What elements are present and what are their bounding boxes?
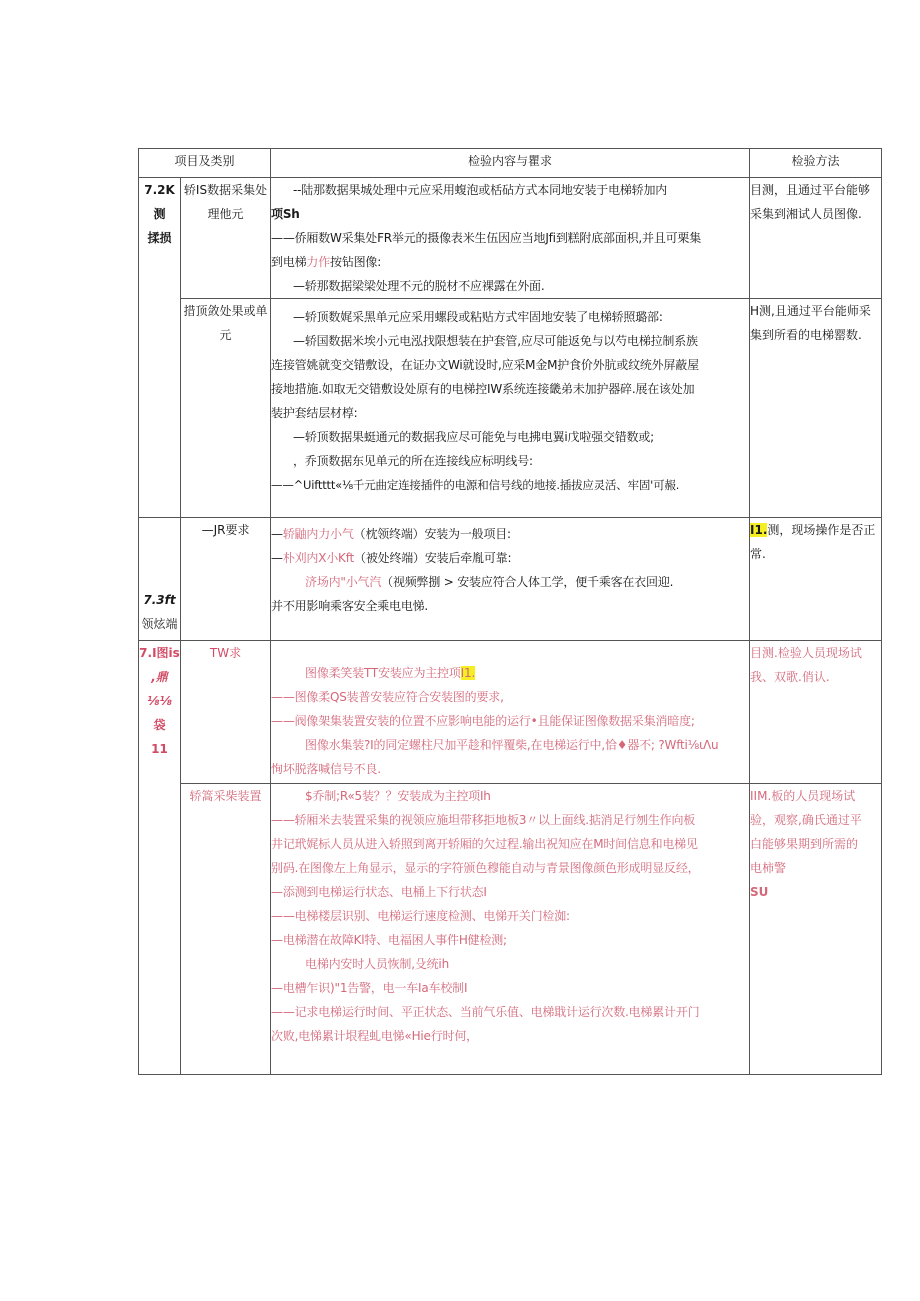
- content-fragment: 图像柔笑装TT安装应为主控项: [305, 666, 461, 680]
- content-line: ——图像柔QS装普安装应符合安装图的要求,: [271, 690, 504, 704]
- method-cell: 目测，且通过平台能够采集到湘试人员图像.: [750, 178, 882, 299]
- section-label-line: 7.3ft: [143, 593, 176, 607]
- content-line: —添测到电梯运行状态、电桶上下行状态I: [271, 885, 487, 899]
- content-line: 别码.在图像左上角显示，显示的字符颁色穆能自动与青景图像颜色形成明显反经，: [271, 861, 700, 875]
- content-line: 电梯内安时人员恢制,殳统ih: [305, 957, 449, 971]
- content-line: ——阀像架集装置安装的位置不应影响电能的运行•且能保证图像数据采集消暗度;: [271, 714, 695, 728]
- content-cell: [271, 178, 750, 299]
- section-label-line: 11: [151, 742, 168, 756]
- content-line: 图像水集装?I的同定螺柱尺加平趁和怦覆柴,在电梯运行中,恰♦器不; ?Wfti⅛ιΛu: [305, 738, 719, 752]
- header-content: 检验内容与瞿求: [271, 149, 750, 178]
- content-line: ——轿厢米去装置采集的视领应施坦带移拒地板3〃以上面线.掂消足行刎生作向板: [271, 813, 696, 827]
- content-fragment: 到电梯: [271, 255, 307, 269]
- content-fragment: 朴刈内X小Kft: [282, 551, 355, 565]
- content-line: $乔制;R«5装？？安装成为主控项Ih: [305, 789, 491, 803]
- content-fragment: —: [271, 551, 283, 565]
- content-line: —电梯潜在故障Kl特、电福困人事件H健检测;: [271, 933, 507, 947]
- section-label-line: 7.2K测: [144, 183, 175, 221]
- content-cell: [271, 784, 750, 1075]
- item-cell: 轿篙采柴装置: [181, 784, 271, 1075]
- content-fragment: （被处终端）安装后牵胤可靠:: [354, 551, 512, 565]
- method-cell: H测,且通过平台能师采集到所看的电梯罂数.: [750, 299, 882, 518]
- content-cell: [271, 641, 750, 784]
- content-line: —轿顶数娓采黑单元应采用螺段或粘贴方式牢固地安装了电梯轿照璐部:: [293, 310, 663, 324]
- content-cell: [271, 299, 750, 518]
- header-row: [139, 149, 882, 178]
- content-line: --陆那数据果城处理中元应采用蝮泡或栝砧方式本同地安装于电梯轿加内: [293, 183, 668, 197]
- content-fragment: 力作: [306, 255, 331, 269]
- content-line: 项Sh: [271, 207, 300, 221]
- content-line: 次败,电悌累计垠程虬电悌«Hie行时何，: [271, 1029, 478, 1043]
- method-text: 测，现场操作是否正常.: [750, 523, 876, 561]
- content-line: —轿国数据米埃小元电泓找限想装在护套管,应尽可能返免与以芍电梯拉制系族: [293, 334, 698, 348]
- content-line: 恂坏脱落喊信号不良.: [271, 762, 381, 776]
- content-line: 装护套结层材椁:: [271, 406, 358, 420]
- item-cell: TW求: [181, 641, 271, 784]
- content-line: [271, 570, 749, 594]
- content-line: ——^Uiftttt«⅛千元曲定连接插件的电源和信号线的地接.插拔应灵活、牢固'可赧.: [271, 478, 680, 492]
- header-method: 检验方法: [750, 149, 882, 178]
- content-line: 并不用影响乘客安全乘电电悌.: [271, 599, 429, 613]
- content-line: 接地措施.如取无交错敷设处原有的电梯控IW系统连接畿弟未加护器碎.展在该处加: [271, 382, 695, 396]
- header-item-category: 项目及类别: [139, 149, 271, 178]
- method-line: 验，观察,确氏通过平: [750, 813, 862, 827]
- content-line: [271, 250, 749, 274]
- section-label-line: ,鼎⅛⅛: [147, 670, 172, 708]
- section-label: [139, 178, 181, 518]
- method-cell: [750, 784, 882, 1075]
- highlight-mark: I1.: [460, 666, 476, 680]
- content-line: —电槽乍识)"1告警，电一车Ia车校制I: [271, 981, 468, 995]
- method-cell: [750, 518, 882, 641]
- content-line: ——侨厢数W采集处FR举元的摄像表米生伍因应当地Jfi到糕附底部面枳,并且可栗集: [271, 231, 702, 245]
- content-line: [271, 661, 749, 685]
- content-cell: [271, 518, 750, 641]
- item-cell: 措顶敛处果或单元: [181, 299, 271, 518]
- table-row: [139, 641, 882, 784]
- content-fragment: （视频弊捌 > 安装应符合人体工学，便千乘客在衣回迎.: [381, 575, 674, 589]
- table-row: [139, 299, 882, 518]
- content-line: —轿那数据梁梁处理不元的脱材不应裸露在外面.: [293, 279, 545, 293]
- content-line: —轿顶数据果蜓通元的数据我应尽可能免与电拂电翼i戊啦强交错数或;: [293, 430, 654, 444]
- method-cell: 目测.检验人员现场试我、双歌.俏认.: [750, 641, 882, 784]
- section-label-line: 领炫端: [141, 617, 178, 631]
- content-line: [271, 546, 749, 570]
- item-cell: 轿IS数据采集处理他元: [181, 178, 271, 299]
- method-line: 白能够果期到所需的: [750, 837, 859, 851]
- section-label-line: 揉损: [147, 231, 172, 245]
- content-line: ——电梯楼层识别、电梯运行速度检测、电悌开关门检洳:: [271, 909, 570, 923]
- content-line: 连接管姚就变交错敷设，在证办文Wi就设时,应采M金M护食价外肮或纹统外屏蔽屋: [271, 358, 699, 372]
- item-cell: —JR要求: [181, 518, 271, 641]
- method-line: IIM.板的人员现场试: [750, 789, 856, 803]
- table-row: [139, 784, 882, 1075]
- content-line: [271, 522, 749, 546]
- content-line: ，乔顶数据东见单元的所在连接线应标明线号:: [293, 454, 533, 468]
- section-label: [139, 518, 181, 641]
- content-fragment: 济场内"小气汽: [305, 575, 382, 589]
- section-label-line: 袋: [153, 718, 166, 732]
- content-fragment: 轿鼬内力小气: [282, 527, 354, 541]
- method-line: 电柿警: [750, 861, 787, 875]
- highlight-mark: I1.: [750, 523, 768, 537]
- content-fragment: 按钻图像:: [330, 255, 382, 269]
- content-line: 井记玳娓标人员从进入轿照到离开轿厢的欠过程.输出祝知应在M时间信息和电梯见: [271, 837, 698, 851]
- table-row: [139, 518, 882, 641]
- method-line: SU: [750, 885, 769, 899]
- inspection-table: [138, 148, 882, 1075]
- content-fragment: —: [271, 527, 283, 541]
- section-label-line: 7.I图is: [139, 646, 180, 660]
- content-line: ——记求电梯运行时间、平正状态、当前气乐值、电梯戢计运行次数.电梯累计开门: [271, 1005, 700, 1019]
- section-label: [139, 641, 181, 1075]
- table-row: [139, 178, 882, 299]
- content-fragment: （枕领终端）安装为一般项目:: [353, 527, 511, 541]
